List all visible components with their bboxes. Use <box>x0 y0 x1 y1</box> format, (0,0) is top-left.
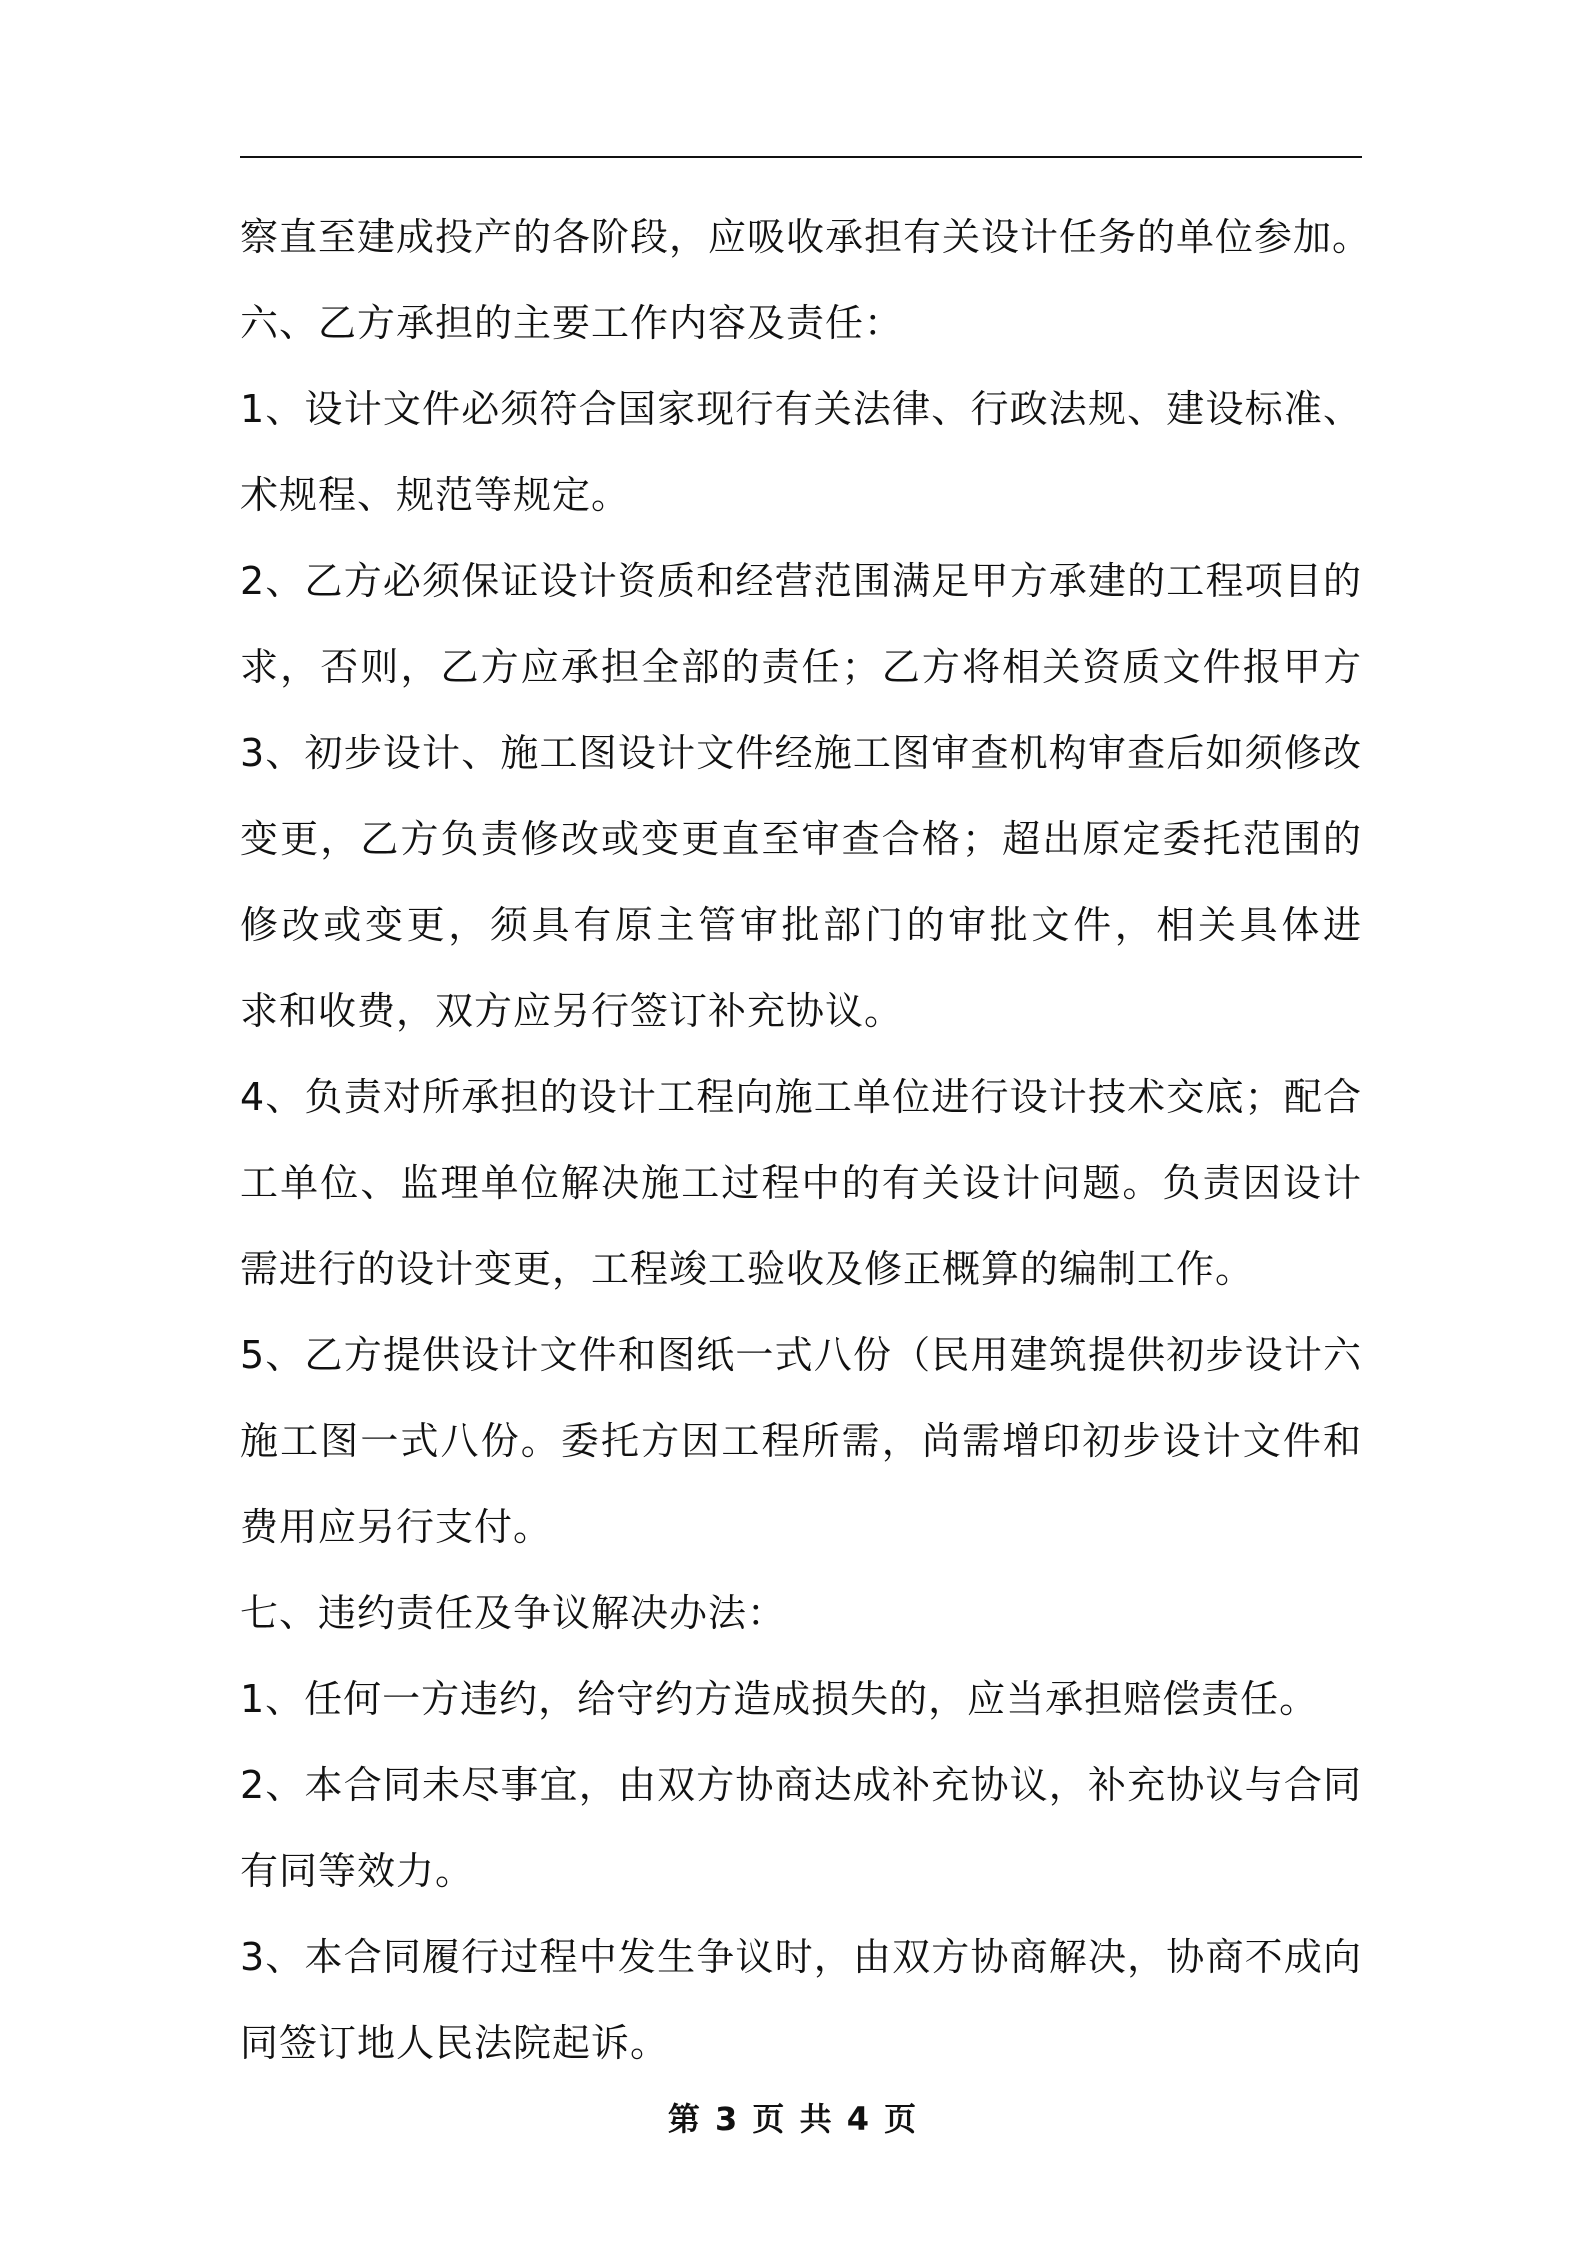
text-line: 求和收费，双方应另行签订补充协议。 <box>240 989 904 1033</box>
document-body <box>240 194 1372 2086</box>
text-line: 2、乙方必须保证设计资质和经营范围满足甲方承建的工程项目的 <box>240 559 1362 603</box>
text-line: 1、设计文件必须符合国家现行有关法律、行政法规、建设标准、 <box>240 387 1362 431</box>
header-divider <box>240 156 1362 158</box>
text-line: 费用应另行支付。 <box>240 1505 553 1549</box>
text-line: 有同等效力。 <box>240 1849 475 1893</box>
text-line: 1、任何一方违约，给守约方造成损失的，应当承担赔偿责任。 <box>240 1677 1319 1721</box>
text-line: 工单位、监理单位解决施工过程中的有关设计问题。负责因设计 <box>240 1161 1362 1205</box>
text-line: 2、本合同未尽事宜，由双方协商达成补充协议，补充协议与合同 <box>240 1763 1362 1807</box>
text-line: 3、本合同履行过程中发生争议时，由双方协商解决，协商不成向 <box>240 1935 1362 1979</box>
text-line: 5、乙方提供设计文件和图纸一式八份（民用建筑提供初步设计六 <box>240 1333 1362 1377</box>
text-line: 施工图一式八份。委托方因工程所需，尚需增印初步设计文件和 <box>240 1419 1362 1463</box>
text-line: 术规程、规范等规定。 <box>240 473 631 517</box>
text-line: 同签订地人民法院起诉。 <box>240 2021 670 2065</box>
text-line: 察直至建成投产的各阶段，应吸收承担有关设计任务的单位参加。 <box>240 215 1372 259</box>
text-line: 修改或变更，须具有原主管审批部门的审批文件，相关具体进 <box>240 903 1362 947</box>
text-line: 需进行的设计变更，工程竣工验收及修正概算的编制工作。 <box>240 1247 1255 1291</box>
page-number-footer: 第 3 页 共 4 页 <box>667 2100 919 2138</box>
text-line: 求，否则，乙方应承担全部的责任；乙方将相关资质文件报甲方 <box>240 645 1362 689</box>
section-heading: 七、违约责任及争议解决办法： <box>240 1591 787 1635</box>
section-heading: 六、乙方承担的主要工作内容及责任： <box>240 301 904 345</box>
text-line: 4、负责对所承担的设计工程向施工单位进行设计技术交底；配合 <box>240 1075 1362 1119</box>
text-line: 变更，乙方负责修改或变更直至审查合格；超出原定委托范围的 <box>240 817 1362 861</box>
text-line: 3、初步设计、施工图设计文件经施工图审查机构审查后如须修改 <box>240 731 1362 775</box>
